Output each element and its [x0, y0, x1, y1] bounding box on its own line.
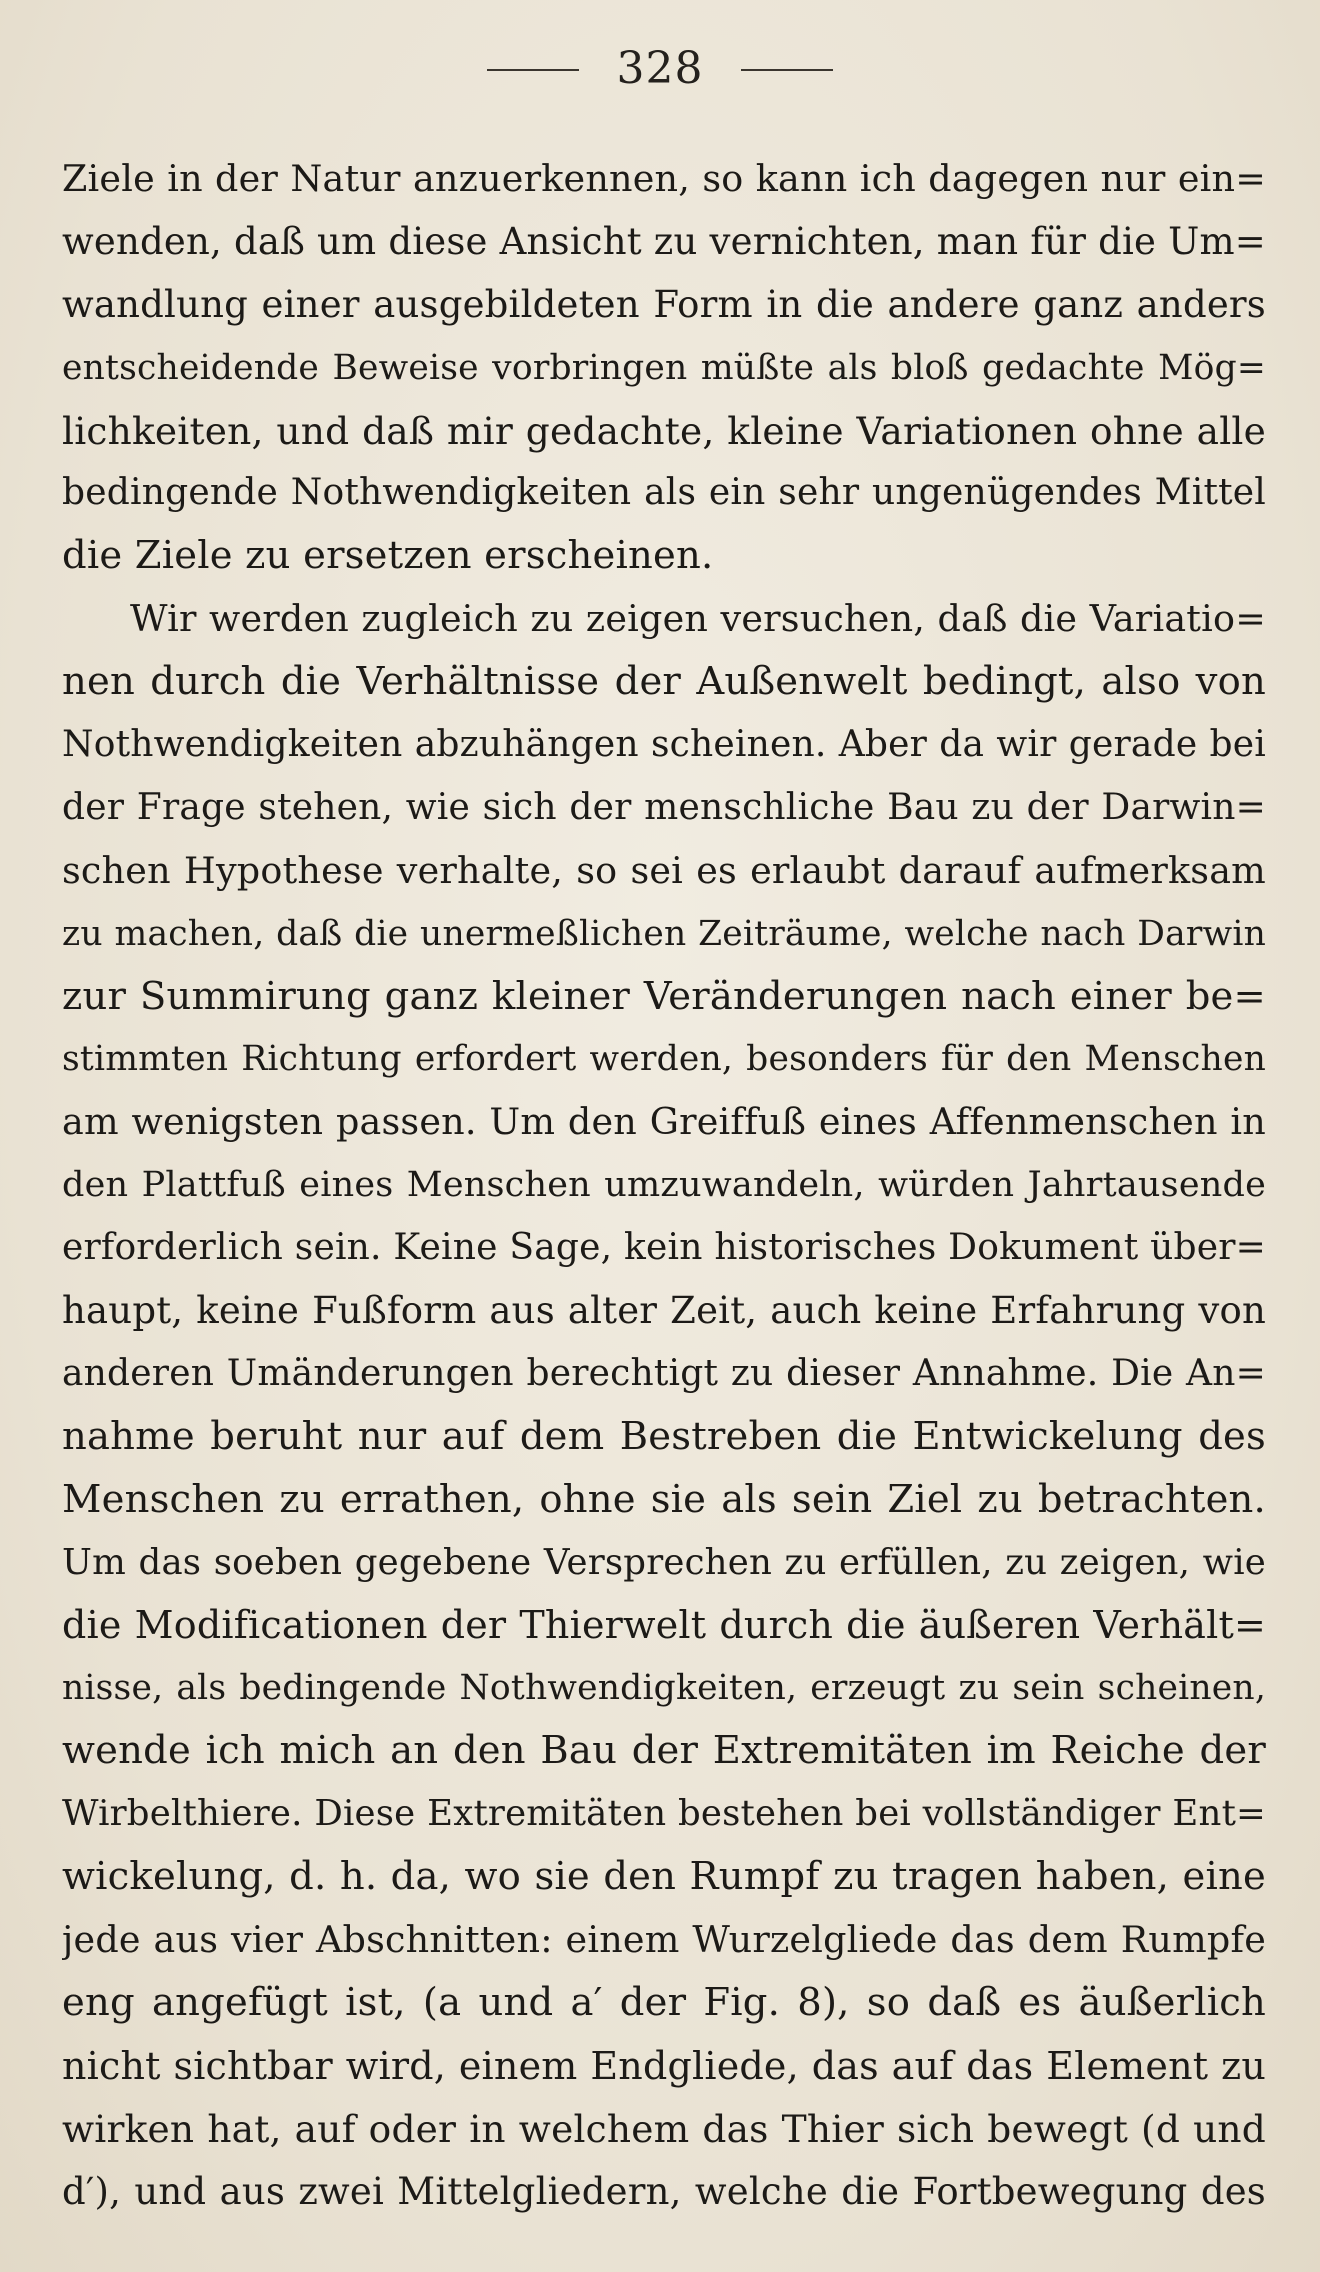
text-line: lichkeiten, und daß mir gedachte, kleine Variationen ohne alle — [62, 408, 1266, 453]
text-line: schen Hypothese verhalte, so sei es erlaubt darauf aufmerksam — [62, 848, 1266, 892]
text-line: zu machen, daß die unermeßlichen Zeiträume, welche nach Darwin — [62, 913, 1266, 954]
text-line: haupt, keine Fußform aus alter Zeit, auch keine Erfahrung von — [62, 1289, 1266, 1333]
text-line: jede aus vier Abschnitten: einem Wurzelgliede das dem Rumpfe — [62, 1917, 1266, 1961]
text-line: anderen Umänderungen berechtigt zu dieser Annahme. Die An= — [62, 1352, 1266, 1394]
header-rule-left — [487, 69, 579, 71]
text-line: zur Summirung ganz kleiner Veränderungen nach einer be= — [62, 973, 1266, 1019]
header-rule-right — [741, 69, 833, 71]
body-text — [62, 148, 1266, 2223]
text-line: Ziele in der Natur anzuerkennen, so kann ich dagegen nur ein= — [62, 157, 1266, 200]
text-line: Menschen zu errathen, ohne sie als sein Ziel zu betrachten. — [62, 1476, 1266, 1522]
page-header — [0, 38, 1320, 98]
text-line: die Modificationen der Thierwelt durch die äußeren Verhält= — [62, 1603, 1266, 1648]
text-line: nahme beruht nur auf dem Bestreben die Entwickelung des — [62, 1413, 1266, 1459]
text-line: den Plattfuß eines Menschen umzuwandeln, würden Jahrtausende — [62, 1165, 1266, 1206]
text-line: wende ich mich an den Bau der Extremitäten im Reiche der — [62, 1728, 1266, 1774]
text-line: wandlung einer ausgebildeten Form in die andere ganz anders — [62, 282, 1266, 326]
text-line: nen durch die Verhältnisse der Außenwelt bedingt, also von — [62, 659, 1266, 705]
text-line: der Frage stehen, wie sich der menschliche Bau zu der Darwin= — [62, 786, 1266, 828]
text-line: Nothwendigkeiten abzuhängen scheinen. Aber da wir gerade bei — [62, 724, 1266, 766]
page-number: 328 — [616, 42, 704, 94]
text-line: Um das soeben gegebene Versprechen zu erfüllen, zu zeigen, wie — [62, 1541, 1266, 1583]
text-line: bedingende Nothwendigkeiten als ein sehr ungenügendes Mittel — [62, 472, 1266, 514]
text-line: entscheidende Beweise vorbringen müßte als bloß gedachte Mög= — [62, 347, 1266, 388]
text-line: Wirbelthiere. Diese Extremitäten bestehen bei vollständiger Ent= — [62, 1793, 1266, 1835]
text-line: nicht sichtbar wird, einem Endgliede, das auf das Element zu — [62, 2043, 1266, 2088]
text-line: wickelung, d. h. da, wo sie den Rumpf zu tragen haben, eine — [62, 1854, 1266, 1900]
text-line: d′), und aus zwei Mittelgliedern, welche die Fortbewegung des — [62, 2169, 1266, 2213]
text-line: Wir werden zugleich zu zeigen versuchen, daß die Variatio= — [130, 597, 1266, 641]
text-line: nisse, als bedingende Nothwendigkeiten, erzeugt zu sein scheinen, — [62, 1668, 1266, 1709]
text-line: wirken hat, auf oder in welchem das Thier sich bewegt (d und — [62, 2106, 1266, 2151]
text-line: stimmten Richtung erfordert werden, besonders für den Menschen — [62, 1039, 1266, 1080]
text-line: wenden, daß um diese Ansicht zu vernichten, man für die Um= — [62, 219, 1266, 263]
text-line: die Ziele zu ersetzen erscheinen. — [62, 533, 714, 579]
text-line: eng angefügt ist, (a und a′ der Fig. 8), so daß es äußerlich — [62, 1979, 1266, 2025]
text-line: am wenigsten passen. Um den Greiffuß eines Affenmenschen in — [62, 1100, 1266, 1144]
text-line: erforderlich sein. Keine Sage, kein historisches Dokument über= — [62, 1227, 1266, 1269]
